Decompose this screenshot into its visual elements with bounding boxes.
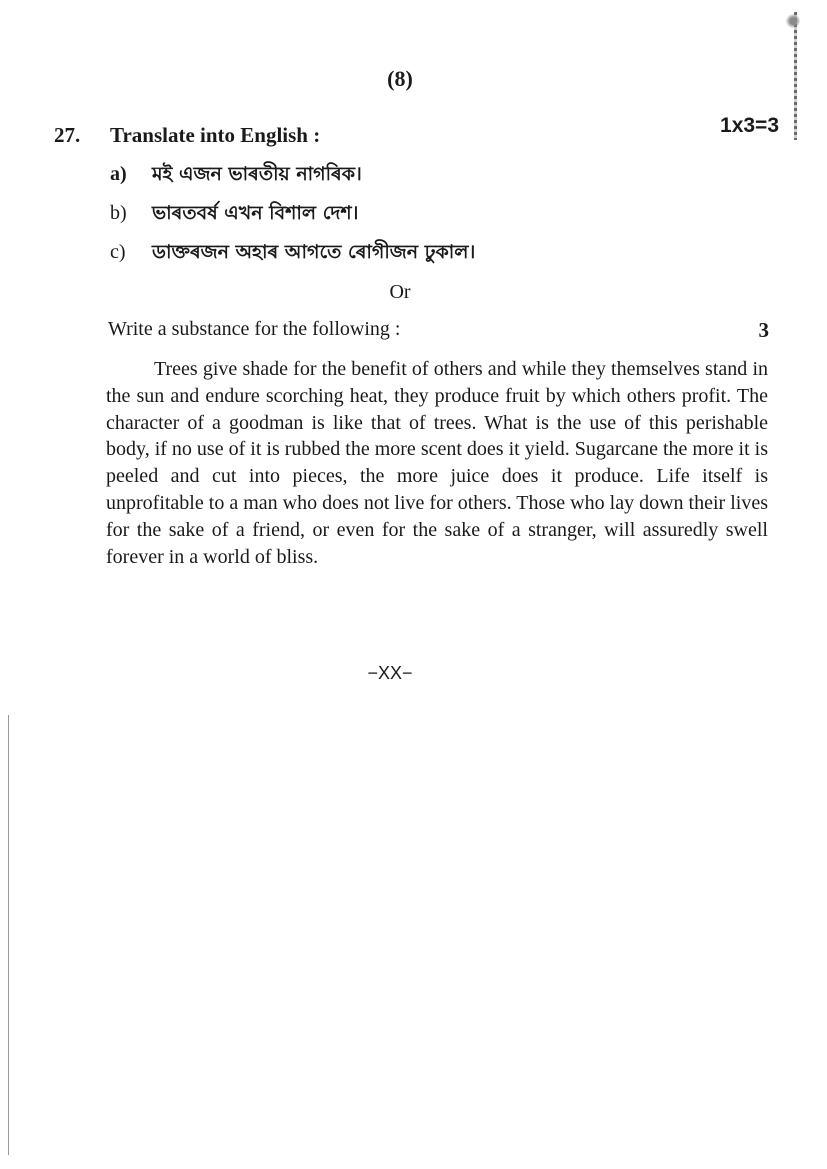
question-number: 27. [54, 123, 81, 147]
substance-instruction: Write a substance for the following : [108, 318, 401, 340]
option-b [110, 199, 358, 229]
substance-passage: Trees give shade for the benefit of others and while they themselves stand in the sun and endure scorching heat, they produce fruit by which others profit. The character of a goodman is like that of trees. What is the use of this perishable body, if no use of it is rubbed the more scent does it yield. Sugarcane the more it is peeled and cut into pieces, the more juice does it produce. Life itself is unprofitable to a man who does not live for others. Those who lay down their lives for the sake of a friend, or even for the sake of a stranger, will assuredly swell forever in a world of bliss. [106, 358, 768, 568]
question-title: Translate into English : [110, 123, 321, 147]
option-a [110, 160, 362, 190]
end-of-paper-mark: −XX− [367, 663, 413, 683]
option-c [110, 238, 475, 268]
page-number: (8) [387, 66, 413, 91]
option-label: b) [110, 202, 127, 224]
or-separator: Or [389, 281, 411, 303]
option-text: মই এজন ভাৰতীয় নাগৰিক। [152, 163, 362, 185]
option-label: c) [110, 241, 126, 263]
option-label: a) [110, 163, 127, 185]
scan-edge-artifact-left [8, 715, 9, 1155]
substance-marks: 3 [758, 318, 769, 342]
option-text: ডাক্তৰজন অহাৰ আগতে ৰোগীজন ঢুকাল। [152, 241, 476, 263]
scan-speckle-artifact [785, 14, 801, 28]
option-text: ভাৰতবৰ্ষ এখন বিশাল দেশ। [152, 202, 359, 224]
question-marks: 1x3=3 [720, 114, 779, 137]
